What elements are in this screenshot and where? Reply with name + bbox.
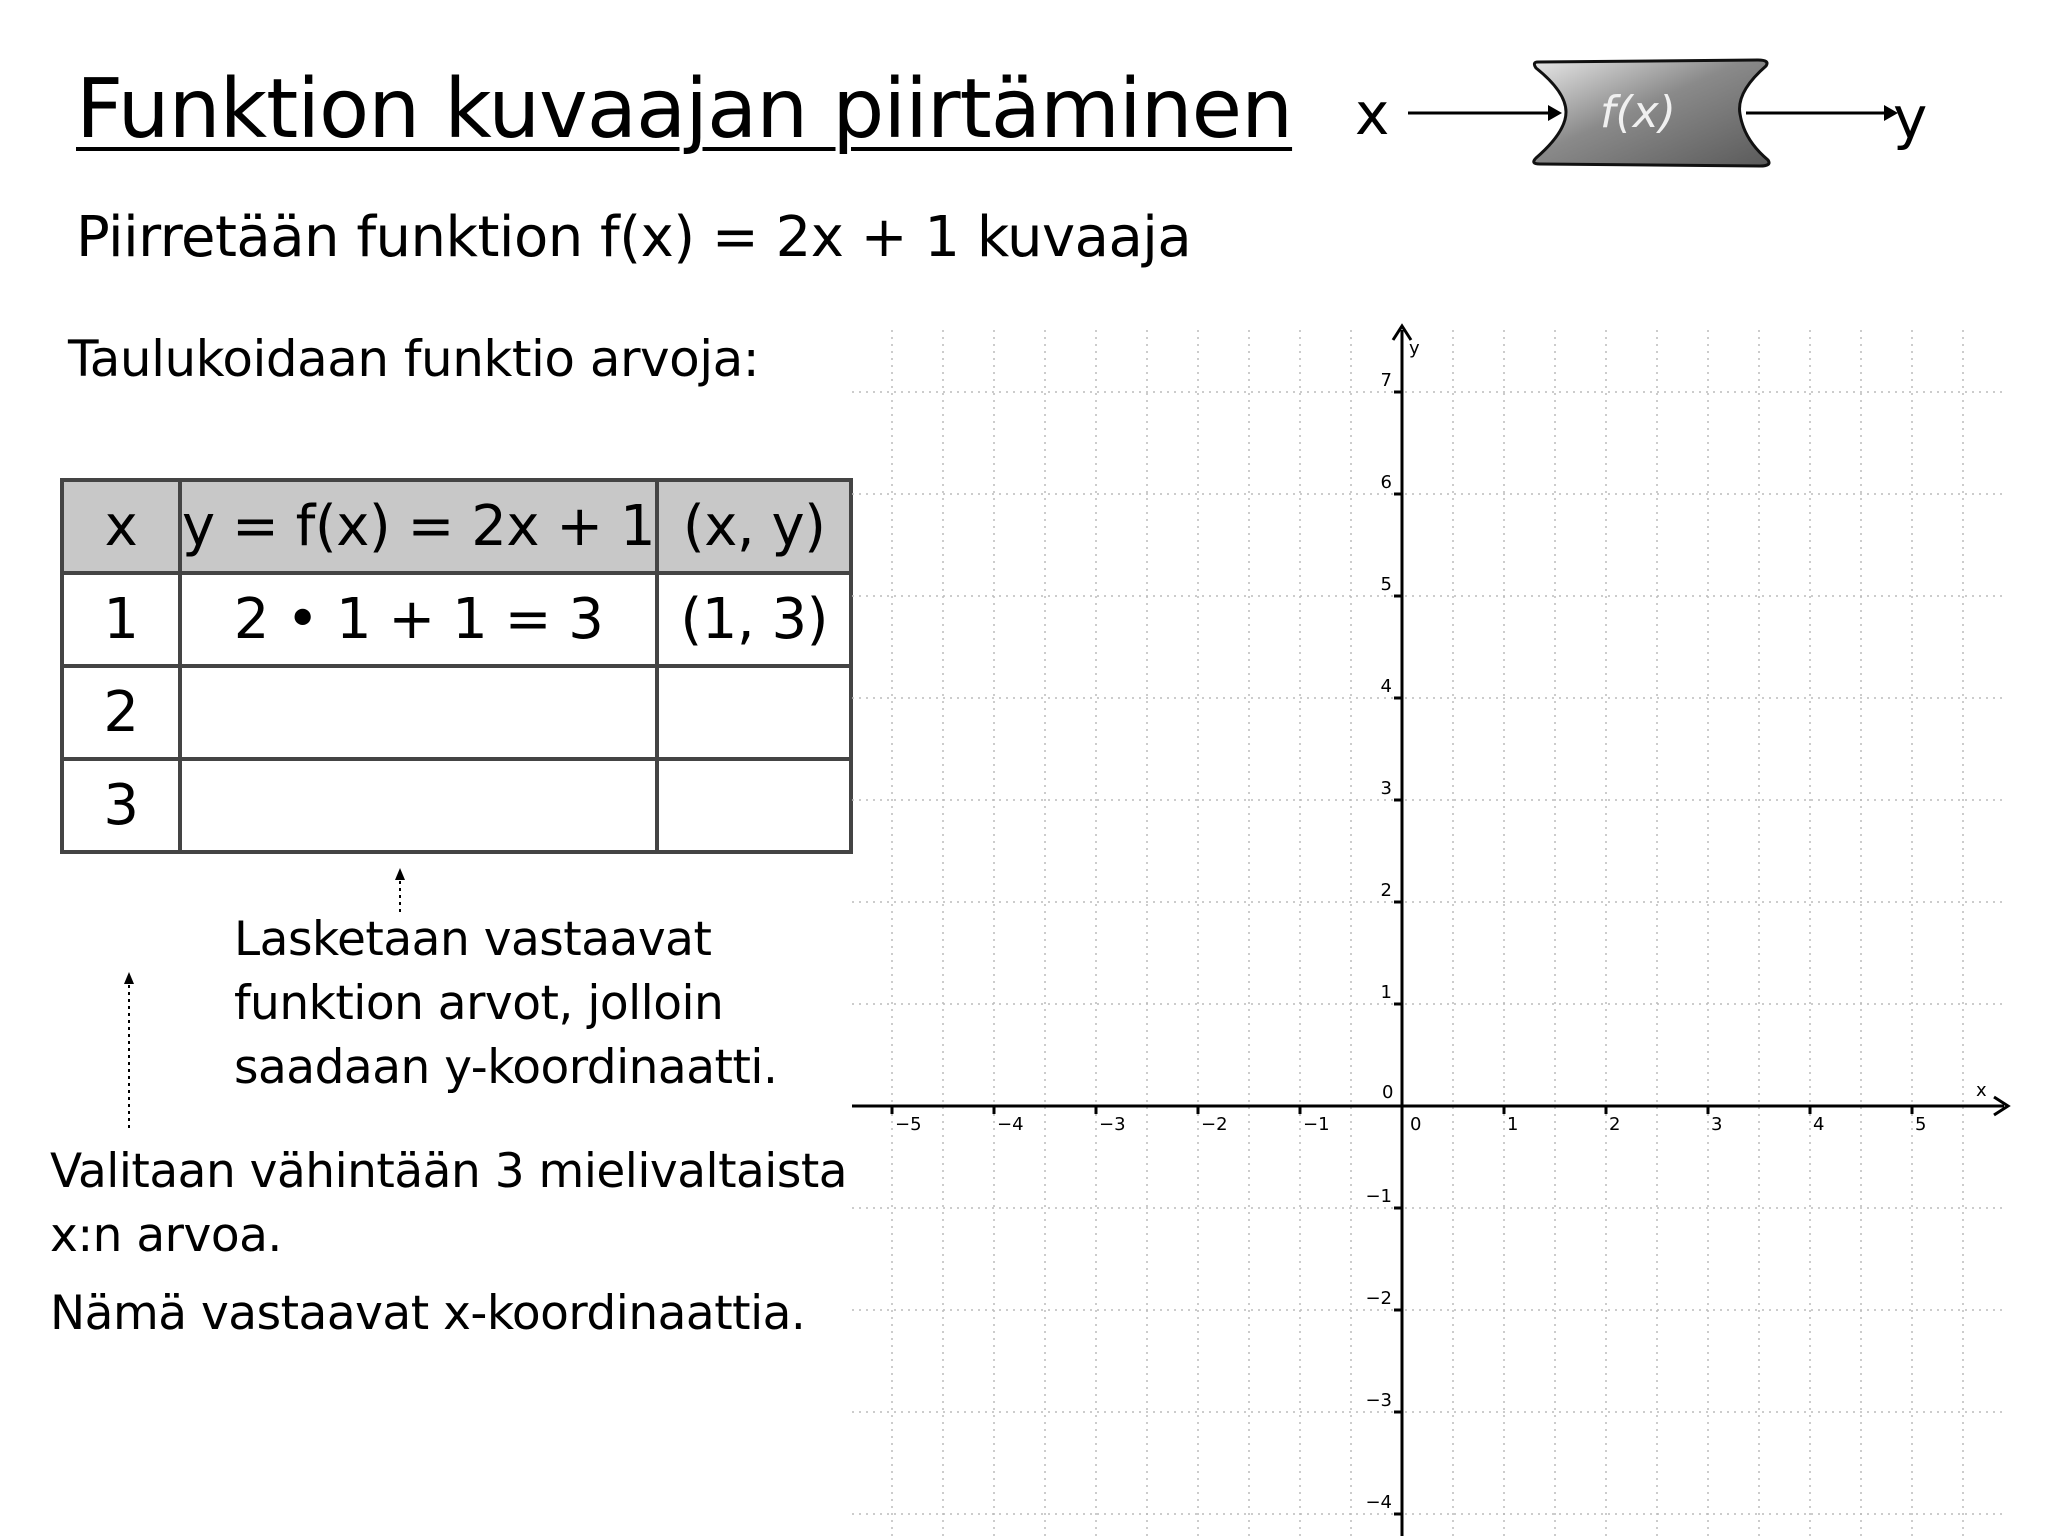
y-tick-label: 7: [1380, 370, 1392, 391]
y-tick-label: 1: [1380, 982, 1392, 1003]
y-tick-label: −3: [1365, 1390, 1392, 1411]
y-tick-label: 6: [1380, 472, 1392, 493]
note-line: funktion arvot, jolloin: [234, 976, 724, 1031]
y-tick-label: −1: [1365, 1186, 1392, 1207]
x-tick-label: −3: [1099, 1114, 1126, 1135]
axes: [852, 326, 2008, 1536]
table-heading: Taulukoidaan funktio arvoja:: [68, 330, 760, 388]
x-tick-label: −4: [997, 1114, 1024, 1135]
grid-lines: [852, 330, 2004, 1536]
x-tick-label: 5: [1915, 1114, 1927, 1135]
machine-input-label: x: [1355, 80, 1390, 148]
page-title: Funktion kuvaajan piirtäminen: [76, 62, 1293, 157]
x-tick-label: 4: [1813, 1114, 1825, 1135]
x-tick-label: 0: [1410, 1114, 1422, 1135]
x-tick-label: −5: [895, 1114, 922, 1135]
y-tick-label: −4: [1365, 1492, 1392, 1513]
note-line: x:n arvoa.: [50, 1208, 282, 1263]
axis-ticks: [892, 370, 1926, 1514]
subtitle: Piirretään funktion f(x) = 2x + 1 kuvaaja: [76, 205, 1192, 270]
note-x-coordinates: Nämä vastaavat x-koordinaattia.: [50, 1286, 806, 1341]
cell-x: 2: [62, 666, 180, 759]
y-tick-label: 4: [1380, 676, 1392, 697]
y-axis-label: y: [1409, 338, 1420, 359]
note-line: Valitaan vähintään 3 mielivaltaista: [50, 1144, 848, 1199]
header-point: (x, y): [657, 480, 851, 573]
x-tick-label: 2: [1609, 1114, 1621, 1135]
y-tick-label: 3: [1380, 778, 1392, 799]
x-tick-label: 3: [1711, 1114, 1723, 1135]
note-line: Lasketaan vastaavat: [234, 912, 712, 967]
cell-point: (1, 3): [657, 573, 851, 666]
y-tick-label: 2: [1380, 880, 1392, 901]
cell-x: 3: [62, 759, 180, 852]
note-line: saadaan y-koordinaatti.: [234, 1040, 778, 1095]
y-tick-label: −2: [1365, 1288, 1392, 1309]
origin-label: 0: [1382, 1082, 1394, 1103]
x-tick-label: −1: [1303, 1114, 1330, 1135]
function-machine-label: f(x): [1600, 87, 1676, 138]
x-axis-label: x: [1976, 1080, 1987, 1101]
header-x: x: [62, 480, 180, 573]
machine-output-label: y: [1893, 84, 1928, 152]
cell-x: 1: [62, 573, 180, 666]
x-tick-label: 1: [1507, 1114, 1519, 1135]
header-function: y = f(x) = 2x + 1: [180, 480, 657, 573]
y-tick-label: 5: [1380, 574, 1392, 595]
x-tick-label: −2: [1201, 1114, 1228, 1135]
cell-y: 2 • 1 + 1 = 3: [180, 573, 657, 666]
